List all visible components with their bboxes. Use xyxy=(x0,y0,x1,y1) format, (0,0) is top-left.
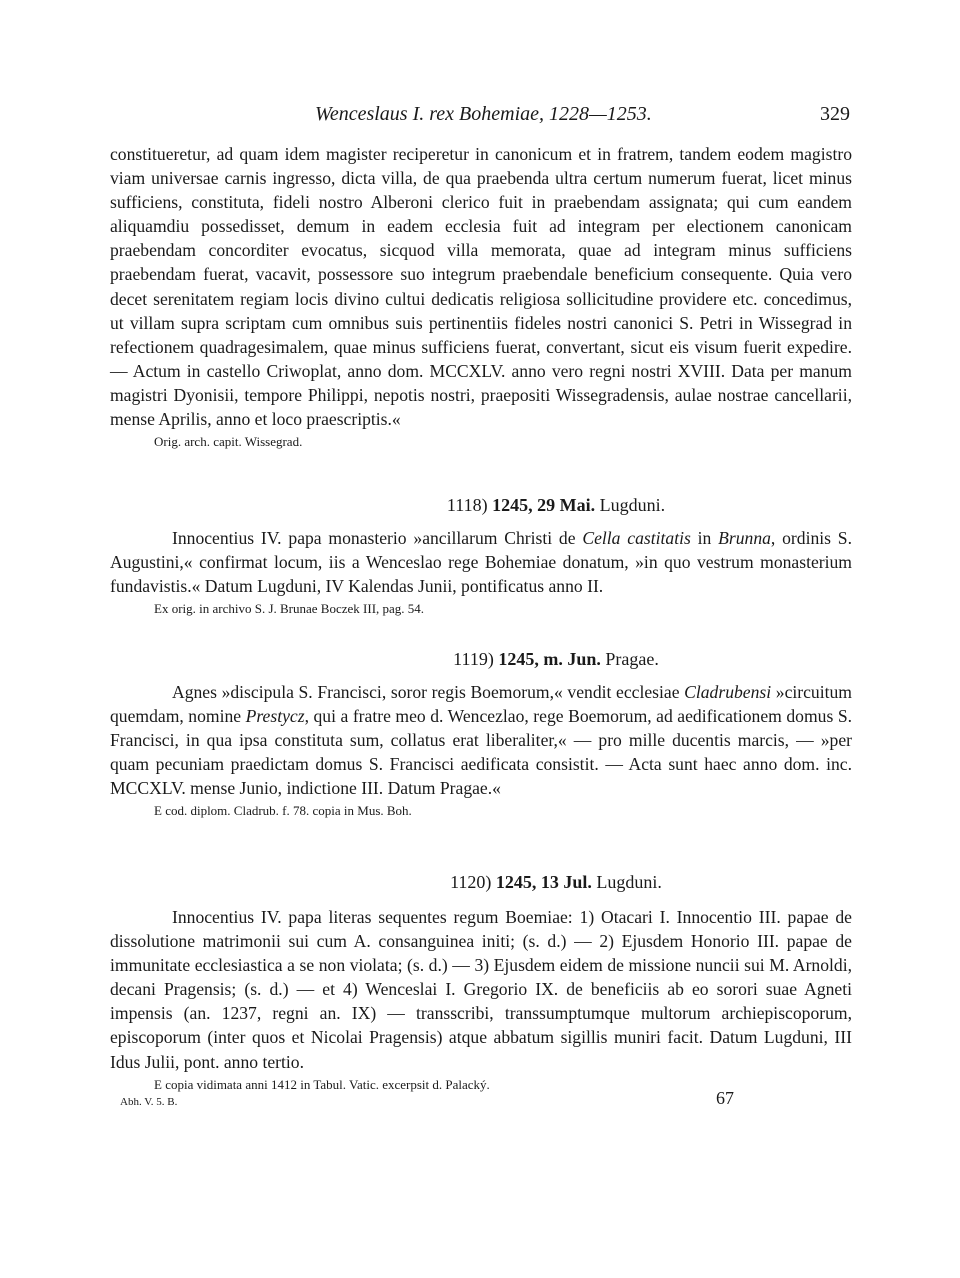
entry-place: Lugduni. xyxy=(599,495,666,515)
continued-charter xyxy=(110,142,852,451)
entry-heading xyxy=(110,492,852,518)
entry-source: Ex orig. in archivo S. J. Brunae Boczek III, pag. 54. xyxy=(154,601,425,617)
entry-heading xyxy=(110,869,852,895)
entry-source: E cod. diplom. Cladrub. f. 78. copia in Mus. Boh. xyxy=(154,803,412,819)
entry-text: Innocentius IV. papa monasterio »ancillarum Christi de Cella castitatis in Brunna, ordinis S. Augustini,« confirmat locum, iis a Wenceslao rege Bohemiae donatum, »in quo vestrum monasterium fundavistis.« Datum Lugduni, IV Kalendas Junii, pontificatus anno II. xyxy=(110,528,852,597)
entry-place: Pragae. xyxy=(605,649,659,669)
entry-number: 1119) xyxy=(453,649,494,669)
running-title: Wenceslaus I. rex Bohemiae, 1228—1253. xyxy=(315,103,652,125)
continued-charter-source: Orig. arch. capit. Wissegrad. xyxy=(154,434,303,450)
page-header xyxy=(110,103,850,133)
entry-1119 xyxy=(110,646,852,820)
entry-text: Innocentius IV. papa literas sequentes regum Boemiae: 1) Otacari I. Innocentio III. papae de dissolutione matrimonii sui cum A. consanguinea initi; (s. d.) — 2) Ejusdem Honorio III. papae de immunitate ecclesiastica a se non violata; (s. d.) — 3) Ejusdem eidem de missione nuncii sui M. Arnoldi, decani Pragensis; (s. d.) — et 4) Wenceslai I. Gregorio IX. de beneficiis ab eo sorori suae Agneti impensis (an. 1237, regni an. IX) — transscribi, transsumptumque multorum archiepiscoporum, episcoporum (inter quos et Nicolai Pragensis) atque abbatum sigillis muniri facit. Datum Lugduni, III Idus Julii, pont. anno tertio. xyxy=(110,907,852,1072)
page-number: 329 xyxy=(820,103,850,125)
entry-place: Lugduni. xyxy=(596,872,662,892)
entry-1118 xyxy=(110,492,852,618)
sheet-signature: Abh. V. 5. B. xyxy=(120,1096,178,1108)
entry-source: E copia vidimata anni 1412 in Tabul. Vatic. excerpsit d. Palacký. xyxy=(154,1076,490,1092)
entry-date: 1245, m. Jun. xyxy=(498,649,601,669)
entry-date: 1245, 29 Mai. xyxy=(492,495,596,515)
sheet-number: 67 xyxy=(716,1088,734,1108)
entry-heading xyxy=(110,646,852,672)
entry-number: 1120) xyxy=(450,872,492,892)
entry-date: 1245, 13 Jul. xyxy=(495,872,592,892)
continued-charter-text: constitueretur, ad quam idem magister reciperetur in canonicum et in fratrem, tandem eodem magistro viam universae carnis ingresso, dicta villa, de qua praebenda ultra certum numerum fuerat, licet minus sufficiens, constituta, fideli nostro Alberoni clerico fuit in praebendam assignata; qui cum eandem aliquamdiu possedisset, demum in eadem ecclesia fuit ad integram per electionem canonicam praebendam concorditer evocatus, sicquod villa memorata, quae ad integram minus sufficiens praebendam fuerat, vacavit, possessore suo integrum praebendale beneficium consequente. Quia vero decet serenitatem regiam locis divino cultui dedicatis religiosa sollicitudine providere etc. concedimus, ut villam supra scriptam cum omnibus suis pertinentiis fideles nostri canonici S. Petri in Wissegrad in refectionem quadragesimalem, quae minus sufficiens fuerat, convertant, sicut eis visum fuerit expedire. — Actum in castello Criwoplat, anno dom. MCCXLV. anno vero regni nostri XVIII. Data per manum magistri Dyonisii, tempore Philippi, nepotis nostri, praepositi Wissegradensis, aulae nostrae cancellarii, mense Aprilis, anno et loco praescriptis.« xyxy=(110,144,852,430)
entry-text: Agnes »discipula S. Francisci, soror regis Boemorum,« vendit ecclesiae Cladrubensi »circuitum quemdam, nomine Prestycz, qui a fratre meo d. Wencezlao, rege Boemorum, ad aedificationem domus S. Francisci, in qua ipsa constituta sum, collatus erat liberaliter,« — pro mille ducentis marcis, — »per quam pecuniam praedictam domus S. Francisci aedificata consistit. — Acta sunt haec anno dom. inc. MCCXLV. mense Junio, indictione III. Datum Pragae.« xyxy=(110,682,852,799)
entry-1120 xyxy=(110,869,852,1094)
entry-number: 1118) xyxy=(446,495,488,515)
